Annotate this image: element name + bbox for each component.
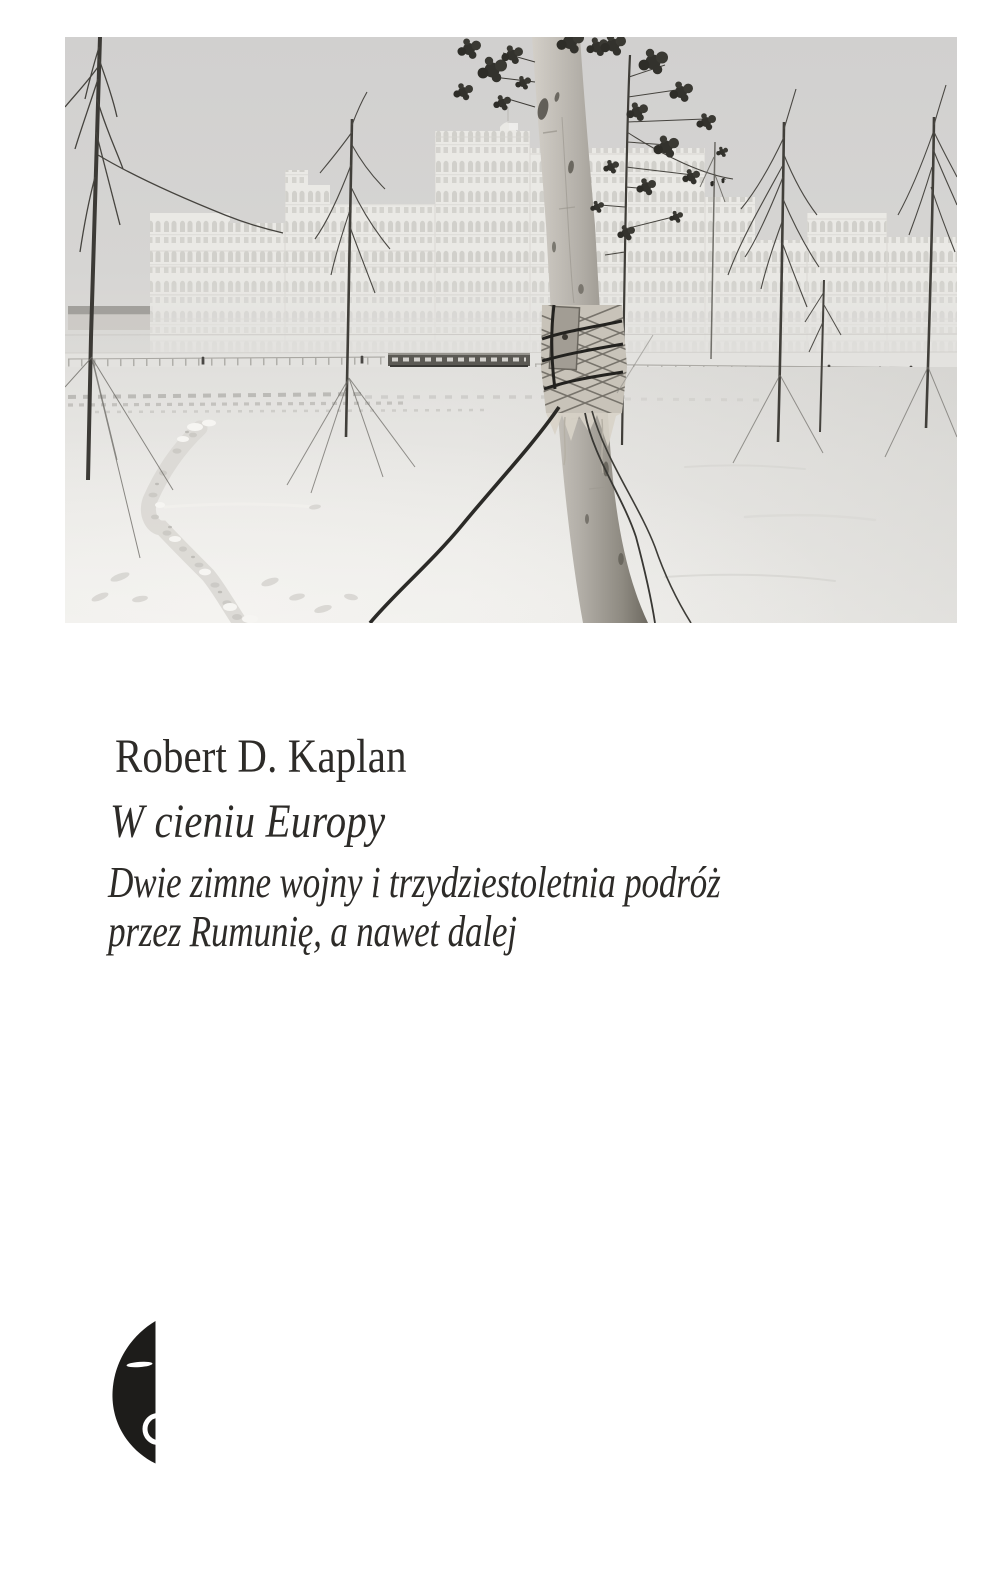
book-subtitle-text-1: Dwie zimne wojny i trzydziestoletnia podróż: [108, 858, 721, 907]
mask-shape: [112, 1321, 155, 1464]
author-name-text: Robert D. Kaplan: [115, 730, 407, 783]
photo-illustration: [65, 37, 957, 623]
distant-low-building: [68, 306, 160, 330]
cover-photo: [65, 37, 957, 623]
publisher-logo: [112, 1321, 156, 1464]
bus: [388, 353, 530, 366]
book-title-text: W cieniu Europy: [110, 795, 386, 848]
book-subtitle-line-1: [108, 858, 874, 907]
author-name: [115, 730, 458, 783]
book-subtitle-line-2: [108, 907, 619, 956]
book-title: [110, 795, 434, 848]
half-mask-icon: [112, 1321, 156, 1464]
book-subtitle-text-2: przez Rumunię, a nawet dalej: [108, 907, 517, 956]
snow-field: [65, 367, 957, 623]
